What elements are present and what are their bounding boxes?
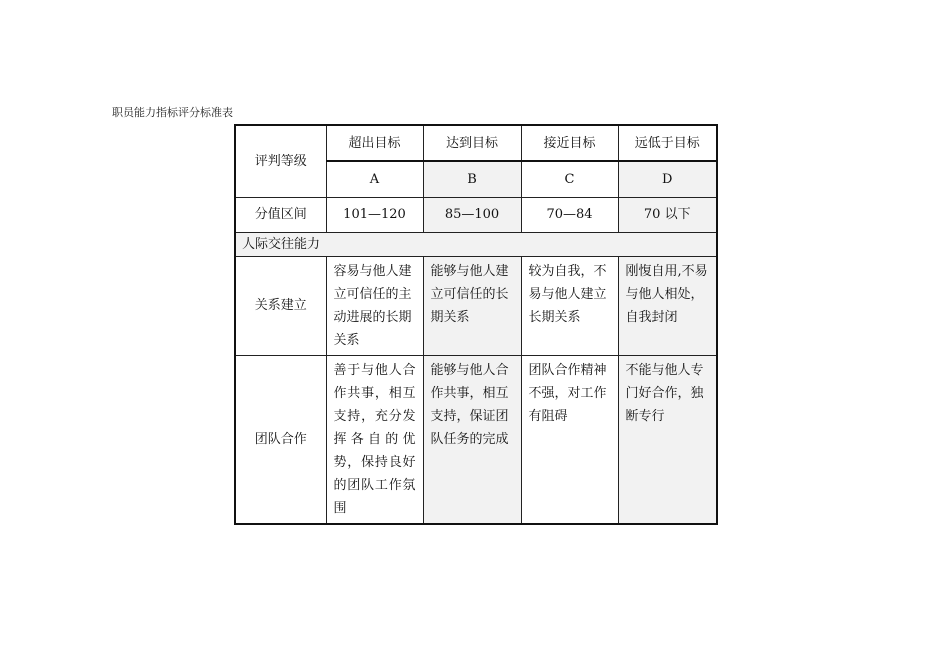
range-label-cell: 分值区间 [235, 197, 326, 232]
level-name-c: 接近目标 [521, 125, 618, 161]
level-name-a: 超出目标 [326, 125, 423, 161]
range-c: 70—84 [521, 197, 618, 232]
criterion-desc-a: 容易与他人建立可信任的主动进展的长期关系 [326, 256, 423, 355]
grade-b: B [423, 161, 521, 197]
table-row [235, 355, 717, 524]
criterion-desc-b: 能够与他人合作共事，相互支持，保证团队任务的完成 [423, 355, 521, 524]
section-row [235, 232, 717, 256]
grade-c: C [521, 161, 618, 197]
criterion-label: 团队合作 [235, 355, 326, 524]
rating-standard-table [234, 124, 718, 525]
document-title: 职员能力指标评分标准表 [112, 106, 233, 119]
level-name-row [235, 125, 717, 161]
criterion-desc-d: 刚愎自用,不易与他人相处，自我封闭 [618, 256, 717, 355]
level-name-b: 达到目标 [423, 125, 521, 161]
score-range-row [235, 197, 717, 232]
criterion-desc-d: 不能与他人专门好合作，独断专行 [618, 355, 717, 524]
criterion-desc-c: 团队合作精神不强，对工作有阻碍 [521, 355, 618, 524]
range-a: 101—120 [326, 197, 423, 232]
level-label-cell: 评判等级 [235, 125, 326, 197]
criterion-desc-a: 善于与他人合作共事，相互支持，充分发挥各自的优势，保持良好的团队工作氛围 [326, 355, 423, 524]
criterion-label: 关系建立 [235, 256, 326, 355]
section-heading: 人际交往能力 [235, 232, 717, 256]
range-d: 70 以下 [618, 197, 717, 232]
table-row [235, 256, 717, 355]
criterion-desc-b: 能够与他人建立可信任的长期关系 [423, 256, 521, 355]
level-name-d: 远低于目标 [618, 125, 717, 161]
criterion-desc-c: 较为自我，不易与他人建立长期关系 [521, 256, 618, 355]
range-b: 85—100 [423, 197, 521, 232]
grade-d: D [618, 161, 717, 197]
grade-a: A [326, 161, 423, 197]
